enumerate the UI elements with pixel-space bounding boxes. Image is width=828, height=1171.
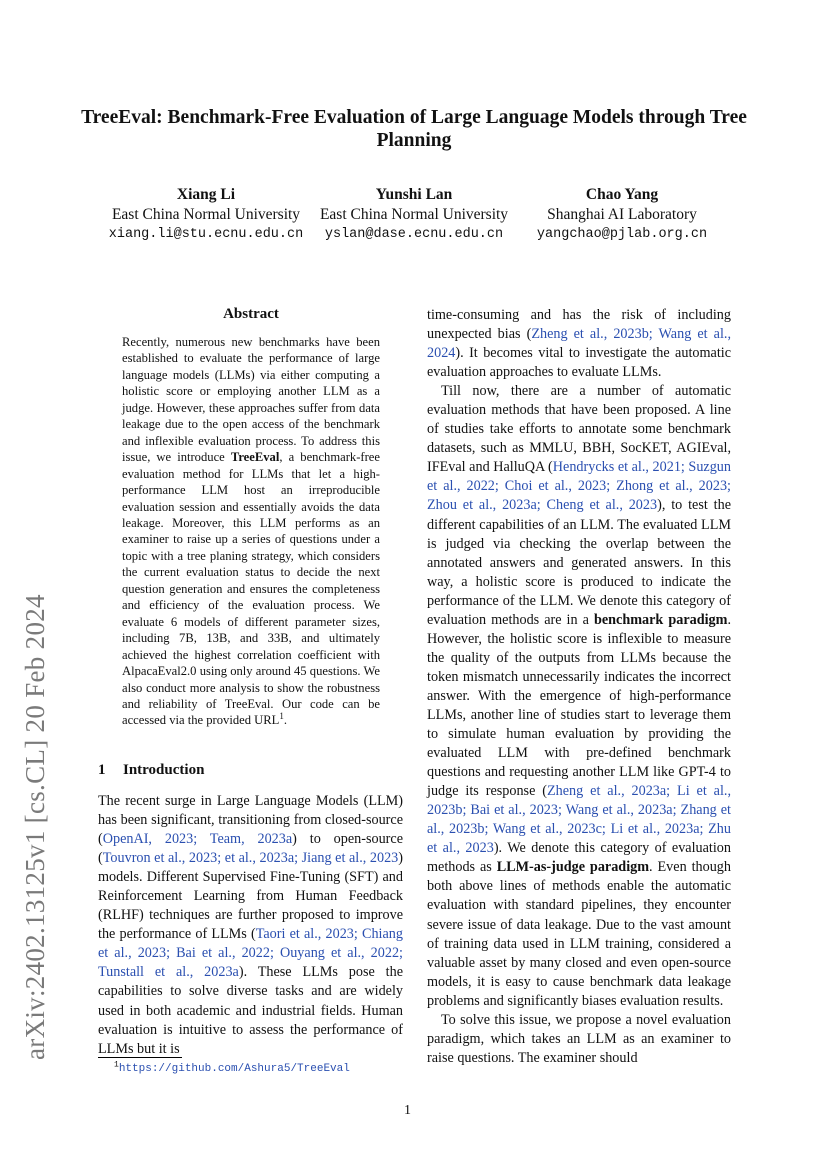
body-text: ). It becomes vital to investigate the automatic evaluation approaches to evaluate LLMs. [427,345,731,381]
term-llm-as-judge-paradigm: LLM-as-judge paradigm [496,859,650,876]
body-text: ) models. Different Supervised Fine-Tuning (SFT) and Reinforcement Learning from Human Feedback (RLHF) techniques are further proposed to improve the performance of LLMs ( [98,850,403,943]
abstract-end: . [283,713,288,728]
abstract-method-name: TreeEval [230,450,280,465]
abstract-heading: Abstract [223,306,279,322]
arxiv-stamp-text: arXiv:2402.13125v1 [cs.CL] 20 Feb 2024 [20,594,50,1060]
paragraph [427,382,731,1011]
author-affiliation: Shanghai AI Laboratory [547,206,697,223]
citation-link[interactable]: Hendrycks et al., 2021; Suzgun et al., 2022; Choi et al., 2023; Zhong et al., 2023; Zhou et al., 2023a; Cheng et al., 2023 [427,459,731,514]
intro-paragraph [98,792,403,1059]
author-block-3 [526,185,718,245]
section-heading-introduction [98,762,204,779]
footnote-marker[interactable]: 1 [279,711,284,722]
body-text: Till now, there are a number of automatic evaluation methods that have been proposed. A line of studies take efforts to annotate some benchmark datasets, such as MMLU, BBH, SocKET, AGIEval, IFEval and HalluQA ( [427,383,731,476]
body-text: ) to open-source ( [98,831,403,867]
author-affiliation: East China Normal University [319,206,509,223]
body-text: The recent surge in Large Language Models (LLM) has been significant, transitioning from closed-source ( [98,793,403,848]
page-number: 1 [404,1103,411,1118]
footnote-divider [98,1057,182,1058]
body-text: . However, the holistic score is inflexible to measure the quality of the outputs from LLMs because the token mismatch unnecessarily indicates the incorrect answer. With the emergence of high-performance LLMs, another line of studies start to leverage them to simulate human evaluation by providing the evaluated LLM with pre-defined benchmark questions and requesting another LLM like GPT-4 to judge its response ( [427,611,732,800]
citation-link[interactable]: Touvron et al., 2023; et al., 2023a; Jiang et al., 2023 [102,850,399,867]
footnote [114,1060,350,1075]
paragraph [427,306,731,382]
term-benchmark-paradigm: benchmark paradigm [593,611,728,628]
paper-title: TreeEval: Benchmark-Free Evaluation of Large Language Models through Tree Planning [81,107,747,151]
citation-link[interactable]: Zheng et al., 2023a; Li et al., 2023b; Bai et al., 2023; Wang et al., 2023a; Zhang et al., 2023b; Wang et al., 2023c; Li et al., 2023a; Zhu et al., 2023 [427,783,732,857]
author-affiliation: East China Normal University [111,206,301,223]
body-text: time-consuming and has the risk of including unexpected bias ( [427,307,731,343]
footnote-number: 1 [114,1060,119,1070]
author-name: Yunshi Lan [375,186,453,203]
citation-link[interactable]: OpenAI, 2023; Team, 2023a [102,831,293,848]
paragraph: To solve this issue, we propose a novel evaluation paradigm, which takes an LLM as an examiner to raise questions. The examiner should [427,1011,731,1066]
author-email[interactable]: yslan@dase.ecnu.edu.cn [324,227,504,242]
author-email[interactable]: yangchao@pjlab.org.cn [536,227,708,242]
body-text: ). These LLMs pose the capabilities to solve diverse tasks and are widely used in both academic and industrial fields. Human evaluation is intuitive to assess the performance of LLMs but it is [98,964,403,1057]
citation-link[interactable]: Taori et al., 2023; Chiang et al., 2023; Bai et al., 2022; Ouyang et al., 2022; Tunstall et al., 2023a [98,926,403,981]
citation-link[interactable]: Zheng et al., 2023b; Wang et al., 2024 [427,326,731,362]
author-block-1 [105,185,307,245]
body-text: . Even though both above lines of methods enable the automatic evaluation with standard pipelines, they encounter severe issue of data leakage. Due to the vast amount of training data used in LLM training, considered a valuable asset by many closed and even open-source models, it is easy to cause benchmark data leakage problems and significantly biases evaluation results. [427,859,731,1009]
abstract-text: Recently, numerous new benchmarks have been established to evaluate the performance of large language models (LLMs) via either computing a holistic score or employing another LLM as a judge. However, these approaches suffer from data leakage due to the open access of the benchmark and inflexible evaluation process. To address this issue, we introduce [122,335,380,465]
footnote-url-link[interactable]: https://github.com/Ashura5/TreeEval [118,1063,350,1075]
left-column-intro [98,792,403,1059]
body-text: ), to test the different capabilities of an LLM. The evaluated LLM is judged via checking the overlap between the annotated answers and generated answers. In this way, a holistic score is produced to indicate the performance of the LLM. We denote this category of evaluation methods are in a [427,497,731,628]
abstract-text: , a benchmark-free evaluation method for LLMs that let a high-performance LLM host an irreproducible evaluation session and essentially avoids the data leakage. Moreover, this LLM performs as an examiner to raise up a series of questions under a topic with a tree planing strategy, which considers the current evaluation status to decide the next question generation and ensures the completeness and efficiency of the evaluation process. We evaluate 6 models of different parameter sizes, including 7B, 13B, and 33B, and ultimately achieved the highest correlation coefficient with AlpacaEval2.0 using only around 45 questions. We also conduct more analysis to show the robustness and reliability of TreeEval. Our code can be accessed via the provided URL [122,450,380,728]
right-column [427,306,731,1068]
body-text: ). We denote this category of evaluation methods as [427,840,731,876]
author-name: Chao Yang [585,186,659,203]
author-block-2 [313,185,515,245]
author-name: Xiang Li [176,186,236,203]
author-email[interactable]: xiang.li@stu.ecnu.edu.cn [108,227,304,242]
section-number: 1 [98,762,106,778]
abstract-body [122,334,380,729]
section-title: Introduction [123,762,205,778]
